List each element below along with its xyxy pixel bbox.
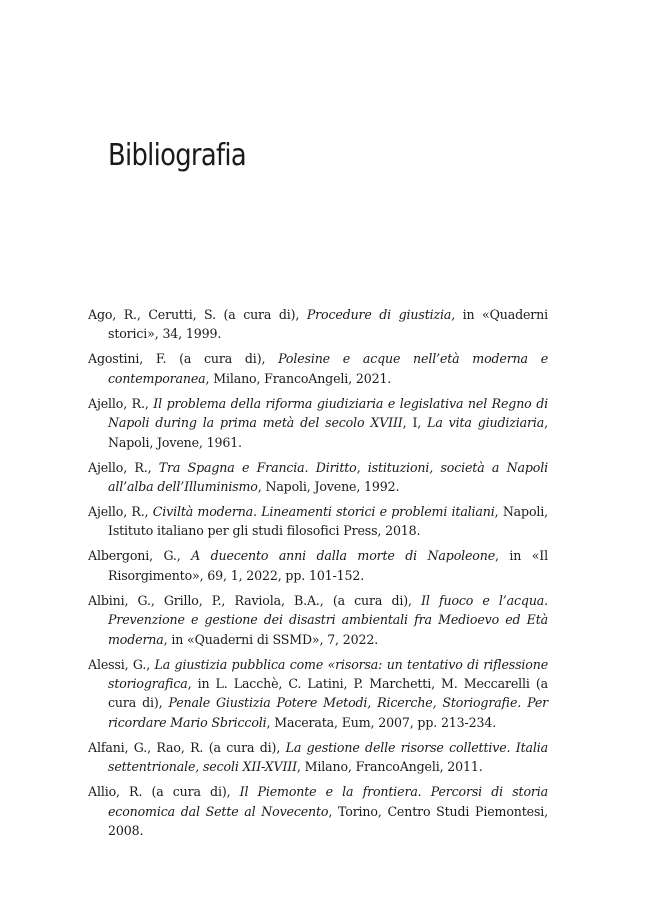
bibliography-entry [88, 502, 548, 541]
bibliography-entry [88, 458, 548, 497]
entry-authors: Ago, R., Cerutti, S. (a cura di), [88, 307, 307, 322]
entry-authors: Albini, G., Grillo, P., Raviola, B.A., (a cura di), [88, 592, 422, 608]
bibliography-entry [88, 782, 548, 840]
entry-publication: , Napoli, Jovene, 1961. [108, 415, 548, 450]
entry-volume: , I, [402, 415, 428, 431]
entry-editors: , in L. Lacchè, C. Latini, P. Marchetti, M. Meccarelli (a cura di), [108, 676, 548, 711]
entry-title: Tra Spagna e Francia. Diritto, istituzioni, società a Napoli all’alba dell’Illuminismo [108, 459, 548, 495]
bibliography-entry [88, 546, 548, 585]
entry-title: A duecento anni dalla morte di Napoleone [191, 548, 495, 564]
entry-authors: Albergoni, G., [88, 548, 192, 564]
entry-authors: Ajello, R., [88, 504, 153, 520]
bibliography-entry [88, 655, 548, 733]
entry-authors: Agostini, F. (a cura di), [88, 351, 279, 367]
bibliography-entry [88, 591, 548, 649]
entry-title: Civiltà moderna. Lineamenti storici e problemi italiani [152, 504, 495, 520]
entry-publication: , Macerata, Eum, 2007, pp. 213-234. [266, 714, 497, 730]
bibliography-entry [88, 738, 548, 777]
entry-publication: , Milano, FrancoAngeli, 2021. [205, 370, 392, 386]
entry-publication: , Milano, FrancoAngeli, 2011. [296, 759, 483, 775]
entry-title: Il problema della riforma giudiziaria e legislativa nel Regno di Napoli during la prima metà del secolo XVIII [108, 395, 548, 431]
entry-subtitle: La vita giudiziaria [427, 415, 545, 431]
entry-publication: , Napoli, Jovene, 1992. [257, 479, 400, 495]
entry-title: La giustizia pubblica come «risorsa: un tentativo di riflessione storiografica [108, 656, 548, 692]
entry-title: Procedure di giustizia [306, 307, 452, 322]
entry-authors: Ajello, R., [88, 459, 159, 475]
entry-publication: , in «Quaderni di SSMD», 7, 2022. [163, 631, 379, 647]
page-title: Bibliografia [108, 138, 246, 173]
entry-book-title: Penale Giustizia Potere Metodi, Ricerche, Storiografie. Per ricordare Mario Sbriccoli [108, 695, 548, 730]
entry-authors: Ajello, R., [88, 395, 154, 411]
entry-publication: , in «Il Risorgimento», 69, 1, 2022, pp. 101-152. [108, 548, 548, 583]
entry-publication: , Torino, Centro Studi Piemontesi, 2008. [108, 803, 549, 839]
bibliography-entry [88, 349, 548, 388]
entry-publication: , Napoli, Istituto italiano per gli studi filosofici Press, 2018. [108, 504, 548, 539]
entry-authors: Alessi, G., [88, 656, 155, 672]
entry-authors: Alfani, G., Rao, R. (a cura di), [88, 739, 286, 755]
bibliography-list [88, 305, 548, 846]
entry-title: Il fuoco e l’acqua. Prevenzione e gestione dei disastri ambientali fra Medioevo ed Età moderna [108, 592, 548, 647]
entry-title: Polesine e acque nell’età moderna e contemporanea [108, 351, 548, 386]
entry-title: Il Piemonte e la frontiera. Percorsi di storia economica dal Sette al Novecento [108, 784, 548, 819]
bibliography-entry [88, 305, 548, 344]
bibliography-entry [88, 394, 548, 452]
entry-title: La gestione delle risorse collettive. Italia settentrionale, secoli XII-XVIII [108, 739, 548, 775]
entry-authors: Allio, R. (a cura di), [88, 784, 240, 800]
entry-publication: , in «Quaderni storici», 34, 1999. [108, 307, 549, 342]
